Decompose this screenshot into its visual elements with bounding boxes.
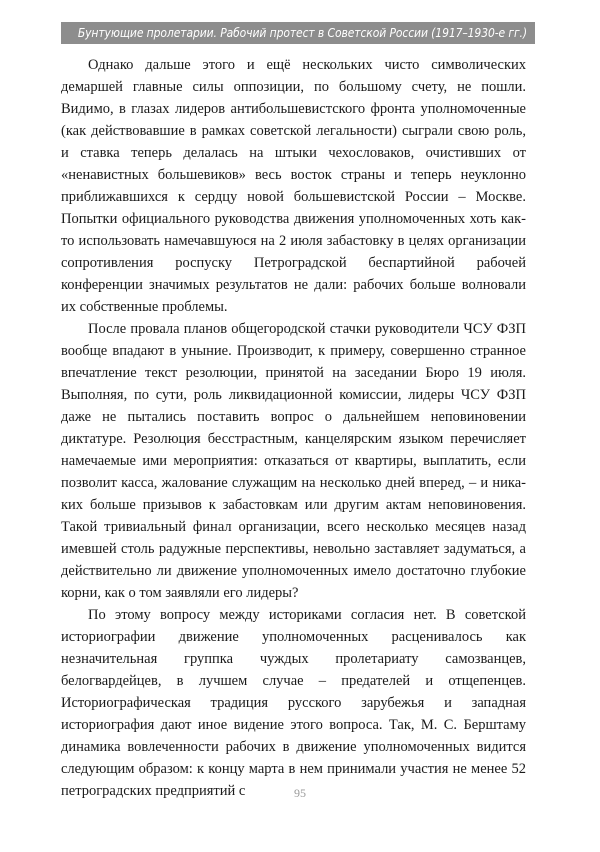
paragraph: По этому вопросу между историками согласия нет. В советской историографии движение уполномоченных расценивалось как незначительная группка чуждых пролетариату самозванцев, белогвардейцев, в лучшем случае – предателей и отщепенцев. Историографическая традиция русского зарубежья и западная историография дают иное видение этого вопроса. Так, М. С. Берштаму динамика вовлеченности рабочих в движение уполномоченных видится следующим образом: к концу марта в нем принимали участия не менее 52 петроградских предприятий с bbox=[61, 607, 526, 799]
paragraph: Однако дальше этого и ещё нескольких чисто символических демаршей главные силы оппозиции, по большому счету, не пошли. Видимо, в глазах лидеров антибольшевистского фронта уполномоченные (как действовавшие в рамках советской легальности) сыграли свою роль, и ставка теперь делалась на штыки чехословаков, очистивших от «ненавистных большевиков» весь восток страны и теперь неуклонно приближавшихся к сердцу новой большевистской России – Москве. Попытки официального руководства движения уполномоченных хоть как-то использовать намечавшуюся на 2 июля забастовку в целях организации сопротивления роспуску Петроградской беспартийной рабочей конференции значимых результатов не дали: рабочих больше волновали их собственные проблемы. bbox=[61, 57, 526, 315]
paragraph: После провала планов общегородской стачки руководители ЧСУ ФЗП вообще впадают в уныние. Производит, к примеру, совершенно странное впечатление текст резолюции, принятой на заседании Бюро 19 июля. Выполняя, по сути, роль ликвидационной комиссии, лидеры ЧСУ ФЗП даже не пытались поставить вопрос о дальнейшем неповиновении диктатуре. Резолюция бесстрастным, канцелярским языком перечисляет намечаемые ими мероприятия: отказаться от квартиры, выплатить, если позволит касса, жалование служащим на несколько дней вперед, – и никаких больше призывов к забастовкам или другим актам неповиновения. Такой тривиальный финал организации, всего несколько месяцев назад имевшей столь радужные перспективы, невольно заставляет задуматься, а действительно ли движение уполномоченных имело достаточно глубокие корни, как о том заявляли его лидеры? bbox=[61, 321, 526, 601]
running-header bbox=[61, 22, 535, 44]
body-text bbox=[61, 54, 526, 802]
page-number: 95 bbox=[294, 786, 306, 800]
running-header-title: Бунтующие пролетарии. Рабочий протест в Советской России (1917–1930-е гг.) bbox=[77, 26, 527, 40]
